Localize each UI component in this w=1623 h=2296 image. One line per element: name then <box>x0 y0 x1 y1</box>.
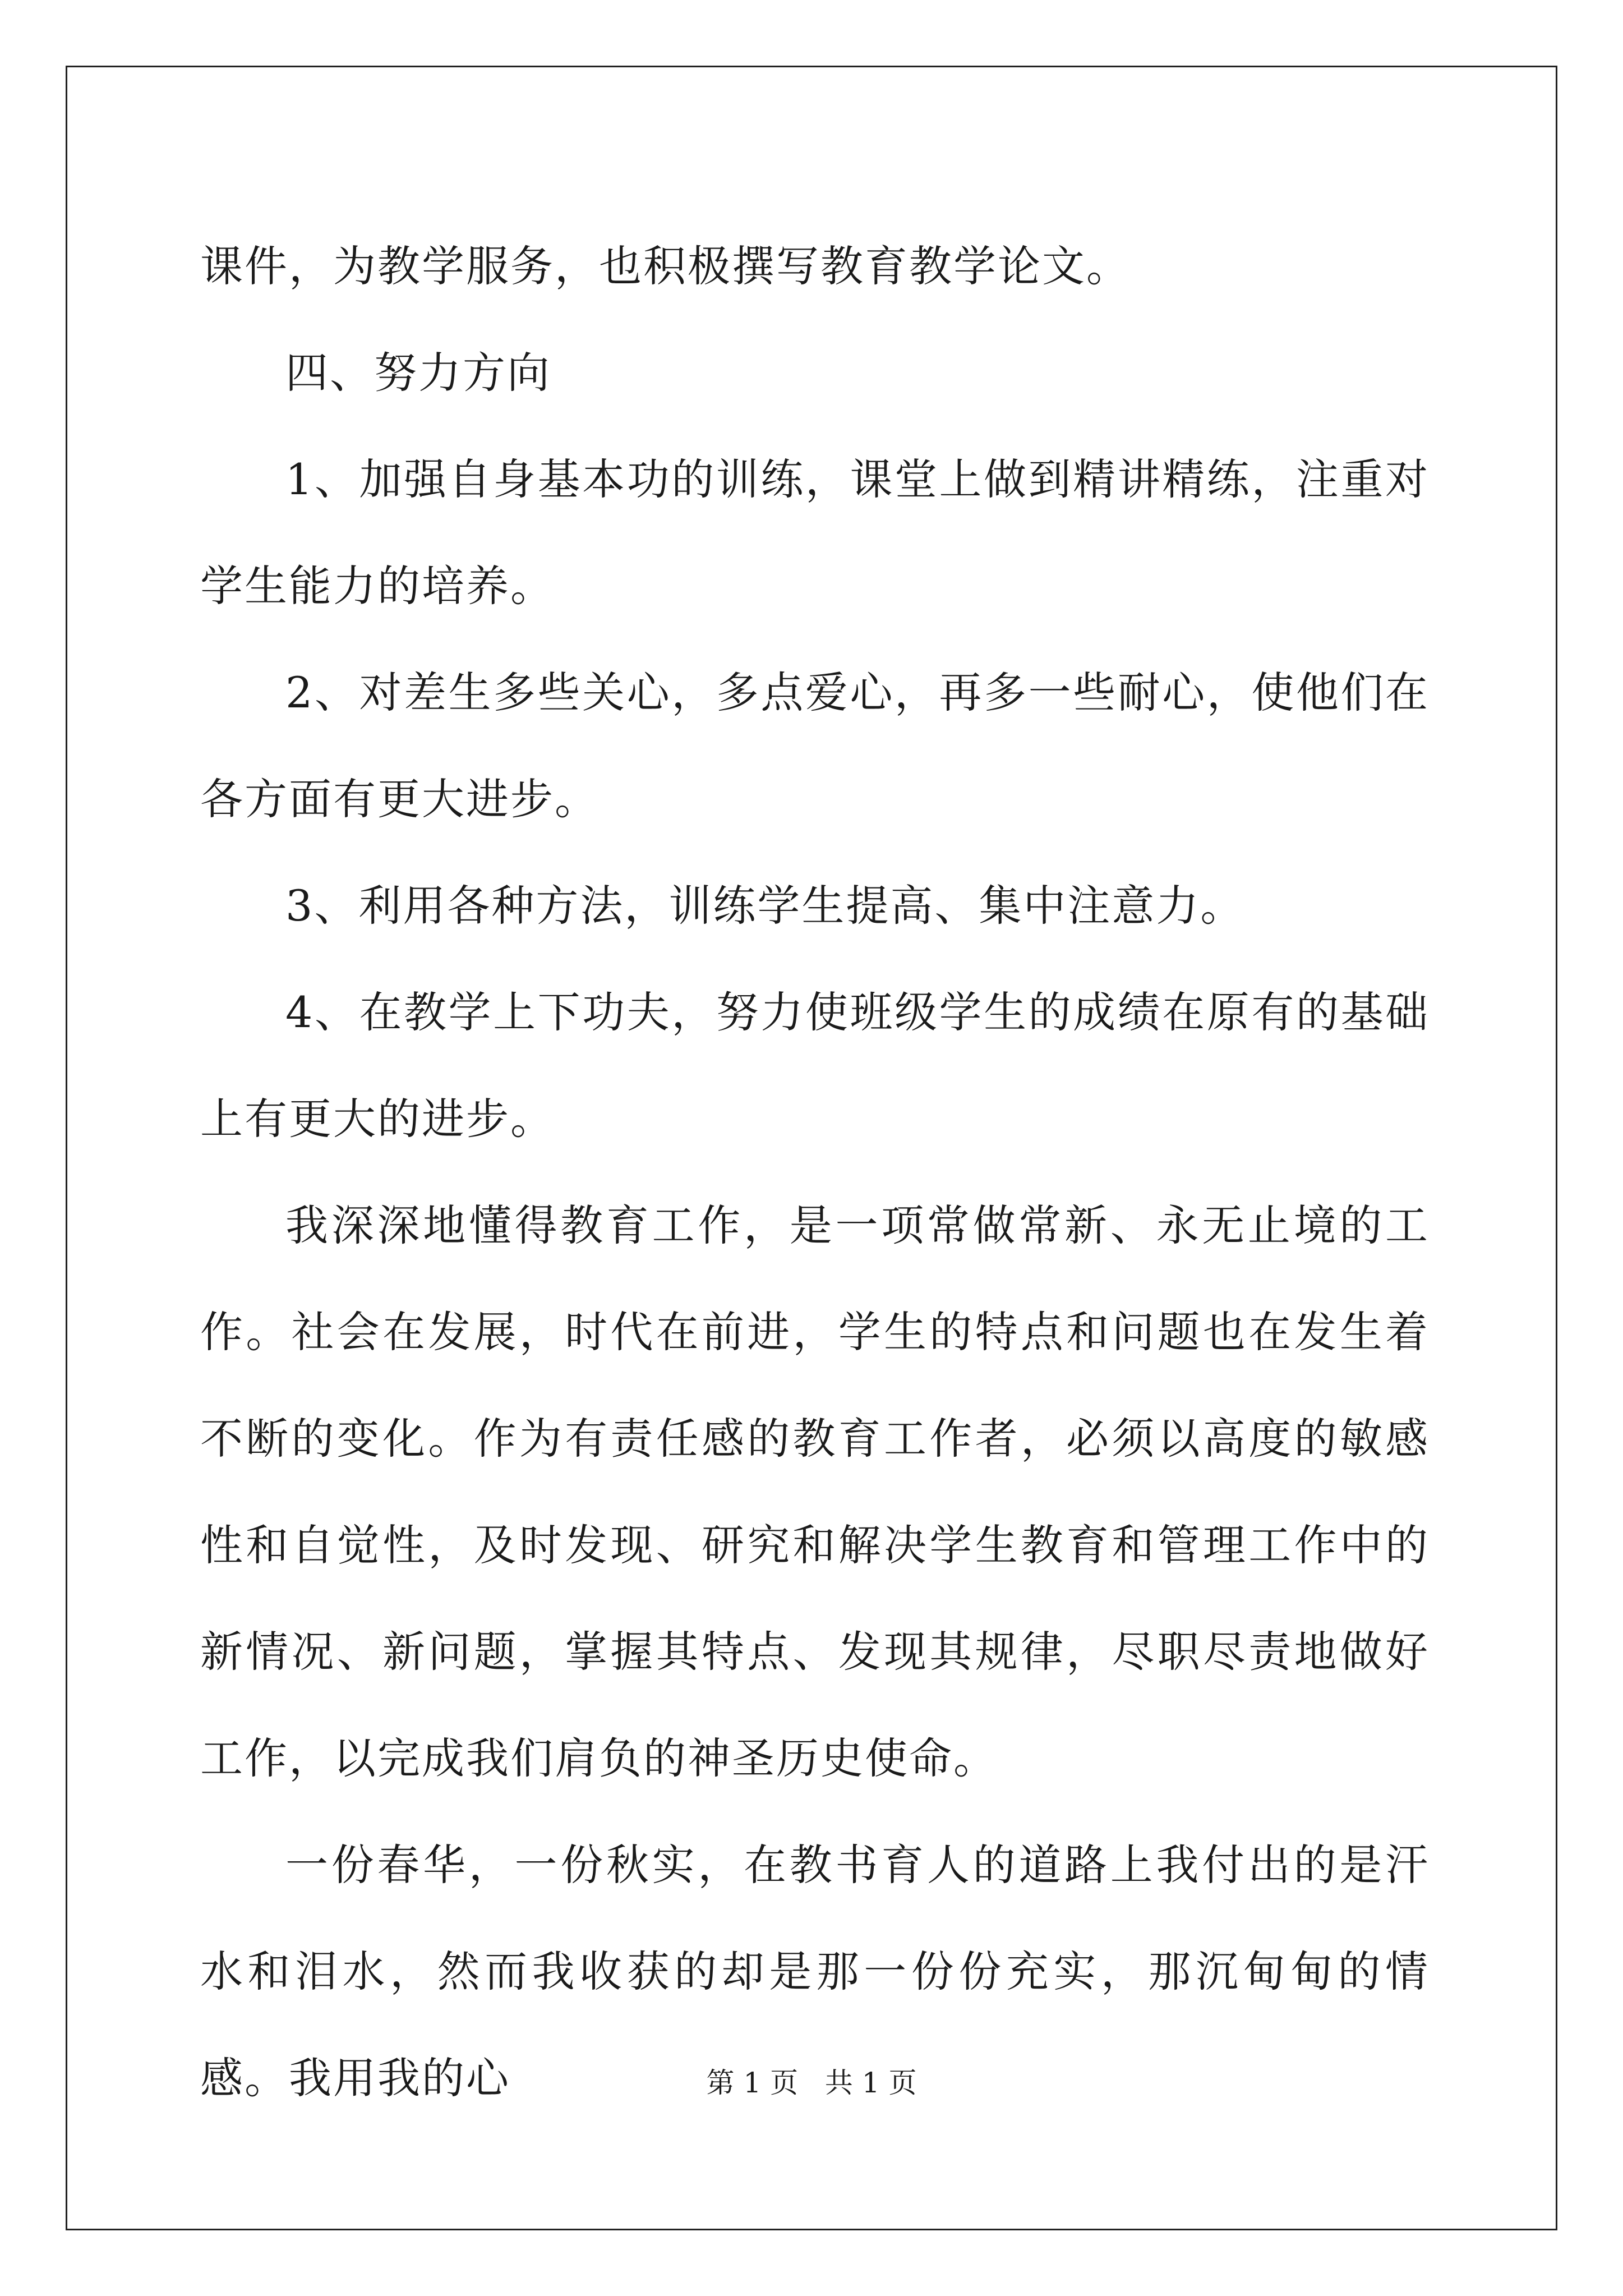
paragraph-item-4: 4、在教学上下功夫，努力使班级学生的成绩在原有的基础上有更大的进步。 <box>200 987 1430 1144</box>
paragraph-closing: 一份春华，一份秋实，在教书育人的道路上我付出的是汗水和泪水，然而我收获的却是那一份份充实，那沉甸甸的情感。我用我的心 <box>200 1840 1430 2103</box>
document-body <box>200 213 1430 2132</box>
paragraph-reflection: 我深深地懂得教育工作，是一项常做常新、永无止境的工作。社会在发展，时代在前进，学生的特点和问题也在发生着不断的变化。作为有责任感的教育工作者，必须以高度的敏感性和自觉性，及时发现、研究和解决学生教育和管理工作中的新情况、新问题，掌握其特点、发现其规律，尽职尽责地做好工作，以完成我们肩负的神圣历史使命。 <box>200 1200 1430 1783</box>
paragraph-item-1: 1、加强自身基本功的训练，课堂上做到精讲精练，注重对学生能力的培养。 <box>200 454 1430 611</box>
footer-spacer <box>798 2067 825 2099</box>
page-total: 共 1 页 <box>824 2067 917 2099</box>
paragraph-1: 课件，为教学服务，也积极撰写教育教学论文。 <box>200 241 1131 291</box>
page-footer <box>0 2066 1623 2100</box>
paragraph-item-3: 3、利用各种方法，训练学生提高、集中注意力。 <box>285 881 1245 931</box>
page-number: 第 1 页 <box>706 2067 799 2099</box>
paragraph-item-2: 2、对差生多些关心，多点爱心，再多一些耐心，使他们在各方面有更大进步。 <box>200 668 1430 824</box>
section-heading: 四、努力方向 <box>285 348 551 398</box>
